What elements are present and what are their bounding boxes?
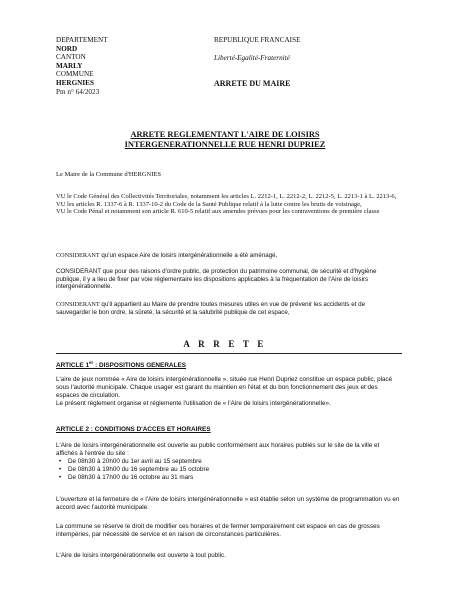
header-canton: CANTON: [56, 53, 86, 62]
considerant-1-text: qu'un espace Aire de loisirs intergénérationnelle a été aménagé,: [99, 252, 278, 259]
article-2-programming: [56, 496, 402, 512]
title-line-1: ARRETE REGLEMENTANT L'AIRE DE LOISIRS: [130, 130, 320, 139]
document-title: [60, 130, 390, 150]
header-department-name: NORD: [56, 44, 78, 53]
header-commune: COMMUNE: [56, 70, 94, 79]
article-2-paragraph-1: L'Aire de loisirs intergénérationnelle est ouverte au public conformément aux horaires publiés sur le site de la ville et affichés à l'entrée du site :: [56, 442, 380, 457]
vu-sante-publique: VU les articles R. 1337-6 à R. 1337-10-2 du Code de la Santé Publique relatif à la lutte contre les bruits de voisinage,: [56, 200, 362, 208]
considerant-2-text: CONSIDERANT que pour des raisons d'ordre public, de protection du patrimoine communal, de sécurité et d'hygiène publique, il y a lieu de fixer par voie réglementaire les dispositions applicables à la fréquentation de l'Aire de loisirs intergénérationnelle.: [56, 268, 377, 291]
opening-hours-list: [56, 458, 402, 482]
mayor-line: Le Maire de la Commune d'HERGNIES: [56, 171, 161, 178]
considerant-1-keyword: CONSIDERANT: [56, 252, 100, 259]
header-republic: REPUBLIQUE FRANCAISE: [214, 36, 301, 44]
article-2-paragraph-4: L'Aire de loisirs intergénérationnelle est ouverte à tout public.: [56, 552, 226, 559]
header-reference: Pm n° 64/2023: [56, 87, 100, 96]
opening-hours-item: • De 08h30 à 20h00 du 1er avril au 15 septembre: [56, 458, 402, 466]
considerant-3-text: qu'il appartient au Maire de prendre toutes mesures utiles en vue de prévenir les accidents et de sauvegarder le bon ordre, la sûreté, la sécurité et la salubrité publique de cet espace,: [56, 301, 366, 316]
opening-hours-item: • De 08h30 à 19h00 du 16 septembre au 15 octobre: [56, 466, 402, 474]
header-right: [214, 36, 300, 45]
article-2-paragraph-3: La commune se réserve le droit de modifier ces horaires et de fermer temporairement cet espace en cas de grosses intempéries, par nécessité de service et en raison de circonstances particulières.: [56, 523, 380, 538]
opening-hours-item: • De 08h30 à 17h00 du 16 octobre au 31 mars: [56, 474, 402, 482]
header-department: DEPARTEMENT: [56, 36, 108, 44]
article-2-public: [56, 552, 402, 560]
header-arrete-du-maire: ARRETE DU MAIRE: [214, 79, 291, 88]
header-motto: Liberté-Egalité-Fraternité: [214, 54, 290, 62]
intro-mayor: [56, 171, 400, 179]
considerant-3: [56, 301, 400, 316]
considerant-1: [56, 252, 400, 260]
heading-divider: [56, 353, 402, 354]
article-2-modifications: [56, 523, 402, 539]
header-canton-name: MARLY: [56, 61, 83, 70]
considerant-3-keyword: CONSIDERANT: [56, 301, 100, 308]
intro-vu-block: [56, 193, 400, 216]
header-left: [56, 36, 108, 96]
article-2-heading: ARTICLE 2 : CONDITIONS D'ACCES ET HORAIRES: [56, 426, 211, 433]
vu-code-penal: VU le Code Pénal et notamment son article R. 610-5 relatif aux amendes prévues pour les contraventions de première classe: [56, 208, 380, 216]
considerant-2: [56, 268, 400, 291]
article-1-body: [56, 376, 402, 408]
header-commune-name: HERGNIES: [56, 78, 94, 87]
article-2-intro: [56, 442, 402, 482]
title-line-2: INTERGENERATIONNELLE RUE HENRI DUPRIEZ: [124, 140, 326, 149]
article-1-paragraph-2: Le présent règlement organise et réglemente l'utilisation de « l'Aire de loisirs intergénérationnelle».: [56, 399, 331, 407]
article-2-paragraph-2: L'ouverture et la fermeture de « l'Aire de loisirs intergénérationnelle » est établie selon un système de programmation vu en accord avec l'autorité municipale.: [56, 496, 400, 511]
arrete-heading: A R R E T E: [183, 339, 267, 349]
article-1-heading: ARTICLE 1er : DISPOSITIONS GENERALES: [56, 360, 186, 370]
vu-cgct: VU le Code Général des Collectivités Territoriales, notamment les articles L. 2212-1, L. 2212-2, L. 2212-5, L. 2213-1 à L. 2213-6,: [56, 193, 397, 200]
article-1-paragraph-1: L'aire de jeux nommée « Aire de loisirs intergénérationnelle », située rue Henri Dupriez constitue un espace public, placé sous l'autorité municipale. Chaque usager est garant du maintien en l'état et du bon fonctionnement des jeux et des espaces de circulation.: [56, 376, 393, 399]
